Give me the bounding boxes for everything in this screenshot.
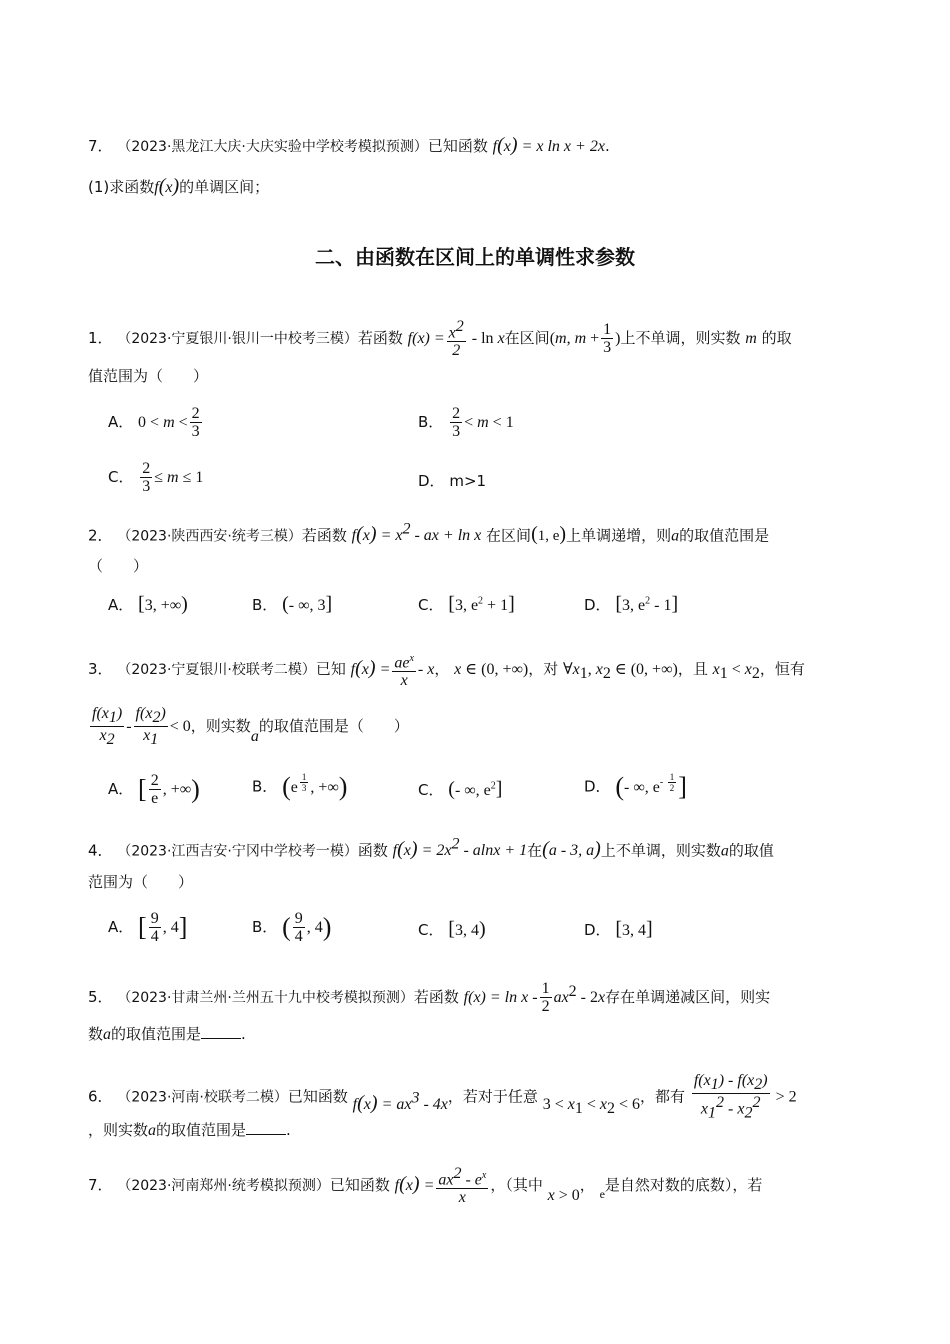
question-7: 7． （2023·河南郑州·统考模拟预测）已知函数 f(x) = $\frac{ax^2 - e^x}{x}$ ，（其中 x > 0， $_e$是自然对数的底数），若 [88,1165,763,1207]
question-3-line2: $\frac{f(x_1)}{x_2}$ - $\frac{f(x_2)}{x_1}$ < 0，则实数a的取值范围是（ ） [92,705,409,749]
formula: $f(x) = ax^3 - 4x$ [352,1090,448,1115]
question-source: （2023·河南郑州·统考模拟预测） [117,1178,330,1195]
question-text: 若函数 [413,988,459,1006]
question-1-line2: 值范围为（ ） [88,367,209,385]
variable: a [148,1122,157,1139]
option-label: D． [584,596,611,614]
question-text: 已知 [315,660,346,679]
question-text: ，且 [677,660,708,679]
period: . [241,1025,246,1043]
question-number: 6． [88,1087,113,1106]
option-label: B． [252,777,278,796]
period: . [286,1121,291,1139]
variable: a [671,527,680,545]
option-label: B． [252,596,278,614]
question-4: 4． （2023·江西吉安·宁冈中学校考一模）函数 $f(x) = 2x^2 - alnx + 1$在(a - 3, a)上不单调，则实数a的取值 [88,836,774,861]
question-source: （2023·宁夏银川·校联考二模） [117,662,316,679]
option-c[interactable]: C． $\frac{2}{3}$ ≤ m ≤ 1 [108,460,204,495]
question-text: 的取值 [728,841,774,860]
option-a[interactable]: A． [ $\frac{2}{e}$ , +∞) [108,772,200,807]
option-a[interactable]: A． [3, +∞) [108,593,188,615]
question-6-line2 [88,1120,291,1141]
option-b[interactable]: B． $\frac{2}{3}$ < m < 1 [418,405,514,440]
option-label: A． [108,780,134,798]
question-5: 5． （2023·甘肃兰州·兰州五十九中校考模拟预测）若函数 f(x) = ln x - $\frac{1}{2}$ $ax^2 - 2x$存在单调递减区间，则实 [88,980,771,1015]
prev-question-7 [88,135,610,157]
question-text: 存在单调递减区间，则实 [605,988,771,1006]
question-source: （2023·陕西西安·统考三模） [117,528,302,545]
question-source: （2023·甘肃兰州·兰州五十九中校考模拟预测） [117,990,414,1006]
question-number: 5． [88,988,113,1006]
question-text: 已知函数 [287,1087,348,1106]
question-text: ，恒有 [759,660,805,679]
option-label: A． [108,596,134,614]
question-number: 4． [88,841,113,860]
variable: a [250,728,259,746]
question-number: 3． [88,660,113,679]
question-text: 的取值范围是 [156,1121,247,1139]
question-source: （2023·宁夏银川·银川一中校考三模） [117,331,358,348]
option-label: B． [418,413,444,431]
formula: $f(x) = 2x^2 - alnx + 1$ [392,836,528,861]
formula: f(x) = ln x - [463,989,538,1006]
option-b[interactable]: B． ( $\frac{9}{4}$ , 4) [252,910,332,945]
question-text: 若函数 [357,329,403,348]
fraction: $\frac{ax^2 - e^x}{x}$ [438,1165,487,1207]
question-text: ，则实数 [190,717,251,736]
variable: a [720,842,729,860]
question-source: （2023·黑龙江大庆·大庆实验中学校考模拟预测） [117,139,428,155]
question-1: 1． （2023·宁夏银川·银川一中校考三模）若函数 f(x) = $\frac{x^2}{2}$ - ln x在区间(m, m + $\frac{1}{3}$ )上不单调，则实数 m 的取 [88,318,792,360]
question-text: ，若对于任意 [447,1087,538,1106]
option-label: A． [108,413,134,431]
question-text: 的取值范围是 [679,526,770,545]
question-text: ， [579,1176,595,1195]
section-heading: 二、由函数在区间上的单调性求参数 [315,245,635,269]
option-d[interactable] [418,470,486,491]
question-number: 7． [88,1176,113,1195]
question-number: 2． [88,526,113,545]
question-text: 已知函数 [329,1176,390,1195]
variable: m [745,330,757,348]
option-label: C． [418,596,444,614]
option-label: C． [108,468,134,486]
formula: f(x) [154,175,180,197]
question-text: 在区间 [504,329,550,348]
fraction: $\frac{2}{3}$ [452,405,461,440]
question-text: 的取 [761,329,792,348]
question-source: （2023·江西吉安·宁冈中学校考一模） [117,843,358,860]
option-label: A． [108,918,134,936]
question-text: ，（其中 [490,1176,543,1195]
variable: a [103,1026,112,1043]
question-text: 上不单调，则实数 [620,329,741,348]
question-4-line2: 范围为（ ） [88,873,194,891]
question-text: ，则实数 [88,1121,149,1139]
question-text: 上不单调，则实数 [600,841,721,860]
fraction: $\frac{f(x_1)}{x_2}$ [92,705,123,749]
question-number: 7． [88,137,113,155]
option-d[interactable]: D． [3, 4] [584,918,653,940]
period: . [604,137,610,155]
sub-question-text: 的单调区间； [179,178,270,196]
option-c[interactable]: C． (- ∞, $e^2$] [418,778,503,800]
question-text: 在区间 [486,526,532,545]
formula: f(x) = [350,657,391,680]
option-label: C． [418,781,444,799]
option-c[interactable]: C． [3, $e^2 + 1$] [418,593,515,615]
question-text: 上单调递增，则 [566,526,672,545]
option-b[interactable]: B． (- ∞, 3] [252,593,333,615]
question-number: 1． [88,329,113,348]
question-text: ，都有 [640,1087,686,1106]
question-text: 若函数 [301,526,347,545]
question-source: （2023·河南·校联考二模） [117,1089,288,1106]
formula: f(x) = [394,1173,435,1196]
prev-question-7-sub1 [88,176,269,198]
variable: e [599,1187,605,1202]
fraction: $\frac{ae^x}{x}$ [392,650,416,689]
fraction: $\frac{2}{3}$ [191,405,200,440]
fraction: $\frac{1}{2}$ [541,980,550,1015]
option-label: D． [418,472,445,490]
question-text: 的取值范围是（ ） [258,717,409,736]
option-text: m>1 [449,472,487,490]
question-6: 6． （2023·河南·校联考二模）已知函数 $f(x) = ax^3 - 4x$，若对于任意 $3 < x_1 < x_2 < 6$，都有 $\frac{f(x_1) - f(x_2)}{x_1^2 - x_2^2}$ > 2 [88,1072,797,1122]
formula: f(x) = [407,330,445,348]
option-d[interactable]: D． (- ∞, $e^{- \frac{1}{2}}$ ] [584,772,687,801]
answer-blank[interactable] [201,1024,241,1039]
fraction: $\frac{1}{3}$ [603,321,612,357]
question-text: ，对 [528,660,559,679]
option-c[interactable]: C． [3, 4) [418,918,486,940]
fraction: $\frac{x^2}{2}$ [448,318,464,360]
question-5-line2 [88,1024,246,1045]
question-text: 函数 [357,841,388,860]
question-text: 的取值范围是 [111,1025,202,1043]
fraction: $\frac{9}{4}$ [294,910,303,945]
fraction: $\frac{f(x_2)}{x_1}$ [135,705,166,749]
option-label: B． [252,918,278,936]
option-label: D． [584,777,611,796]
option-label: D． [584,921,611,939]
question-3: 3． （2023·宁夏银川·校联考二模）已知 f(x) = $\frac{ae^x}{x}$ - x， x ∈ (0, +∞)，对 $\forall x_1$, $x_2$ ∈ (0, +∞)，且 $x_1 < x_2$，恒有 [88,650,805,689]
fraction: $\frac{2}{e}$ [150,772,159,807]
formula: f(x) = x ln x + 2x [492,134,605,156]
sub-question-label: (1)求函数 [88,178,155,196]
question-2-line2: （ ） [88,557,149,575]
question-text: 数 [88,1025,104,1043]
answer-blank[interactable] [246,1120,286,1135]
fraction: $\frac{f(x_1) - f(x_2)}{x_1^2 - x_2^2}$ [693,1072,768,1122]
formula: $f(x) = x^2$ - ax + ln x [351,521,482,546]
option-d[interactable]: D． [3, $e^2 - 1$] [584,593,679,615]
fraction: $\frac{2}{3}$ [142,460,151,495]
option-a[interactable]: A． 0 < m < $\frac{2}{3}$ [108,405,200,440]
option-b[interactable]: B． (e $^{\frac{1}{3}}$ , +∞) [252,772,348,801]
question-text: 在 [527,841,543,860]
question-text: 是自然对数的底数），若 [604,1176,763,1195]
question-2: 2． （2023·陕西西安·统考三模）若函数 $f(x) = x^2$ - ax + ln x 在区间(1, e)上单调递增，则a的取值范围是 [88,521,770,546]
option-a[interactable]: A． [ $\frac{9}{4}$ , 4] [108,910,188,945]
option-label: C． [418,921,444,939]
fraction: $\frac{9}{4}$ [150,910,159,945]
question-text: ， [434,660,450,679]
question-text: 已知函数 [427,137,488,155]
